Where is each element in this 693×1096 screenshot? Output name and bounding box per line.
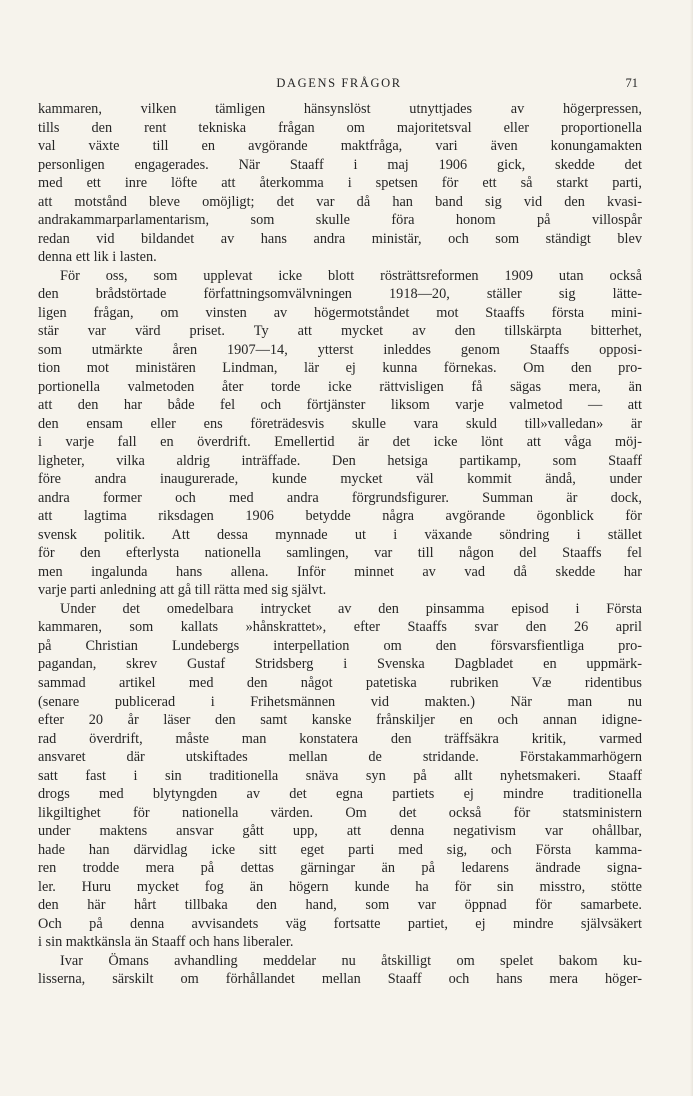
text-line: ansvaret där utskiftades mellan de stridande. Förstakammarhögern	[38, 749, 642, 766]
text-line: tion mot ministären Lindman, lär ej kunna förnekas. Om den pro-	[38, 360, 642, 377]
text-line: den ensam eller ens företrädesvis skulle vara skuld till»valledan» är	[38, 415, 642, 432]
text-line: hade han därvidlag icke sitt eget parti med sig, och Första kamma-	[38, 841, 642, 858]
text-line: stär var värd priset. Ty att mycket av den tillskärpta bitterhet,	[38, 323, 642, 340]
running-title: DAGENS FRÅGOR	[276, 76, 402, 90]
text-line: ligen frågan, om vinsten av högermotståndet mot Staaffs första mini-	[38, 304, 642, 321]
text-line: varje parti anledning att gå till rätta med sig självt.	[38, 582, 327, 599]
text-line: men ingalunda hans allena. Inför minnet av vad då skedde har	[38, 563, 642, 580]
text-line: tills den rent tekniska frågan om majoritetsval eller proportionella	[38, 119, 642, 136]
text-line: ler. Huru mycket fog än högern kunde ha för sin misstro, stötte	[38, 878, 642, 895]
text-line: andrakammarparlamentarism, som skulle föra honom på villospår	[38, 212, 642, 229]
text-line: Och på denna avvisandets väg fortsatte partiet, ej mindre självsäkert	[38, 915, 642, 932]
text-line: i sin maktkänsla än Staaff och hans liberaler.	[38, 934, 294, 951]
text-line: kammaren, som kallats »hånskrattet», efter Staaffs svar den 26 april	[38, 619, 642, 636]
text-line: portionella valmetoden åter torde icke rättvisligen få sägas mera, än	[38, 378, 642, 395]
text-line: lisserna, särskilt om förhållandet mellan Staaff och hans mera höger-	[38, 971, 642, 988]
text-line: att lagtima riksdagen 1906 betydde några avgörande ögonblick för	[38, 508, 642, 525]
text-line: denna ett lik i lasten.	[38, 249, 157, 266]
text-line: personligen engagerades. När Staaff i maj 1906 gick, skedde det	[38, 156, 642, 173]
text-line: före andra inaugurerade, kunde mycket väl kommit ändå, under	[38, 471, 642, 488]
text-line: sammad artikel med den något patetiska rubriken Væ ridentibus	[38, 674, 642, 691]
text-line: efter 20 år läser den samt kanske frånskiljer en och annan idigne-	[38, 712, 642, 729]
text-line: den här hårt tillbaka den hand, som var öppnad för samarbete.	[38, 897, 642, 914]
text-line: (senare publicerad i Frihetsmännen vid makten.) När man nu	[38, 693, 642, 710]
text-line: rad överdrift, måste man konstatera den träffsäkra kritik, varmed	[38, 730, 642, 747]
text-line: ren trodde mera på dettas gärningar än på ledarens ändrade signa-	[38, 860, 642, 877]
text-line: andra former och med andra förgrundsfigurer. Summan är dock,	[38, 489, 642, 506]
text-line: för den efterlysta nationella samlingen, var till någon del Staaffs fel	[38, 545, 642, 562]
text-line: likgiltighet för nationella värden. Om det också för statsministern	[38, 804, 642, 821]
body-text	[38, 100, 642, 989]
text-line: i varje fall en överdrift. Emellertid är det icke lönt att våga möj-	[38, 434, 642, 451]
paragraph-first-line: Under det omedelbara intrycket av den pinsamma episod i Första	[60, 600, 642, 617]
text-line: svensk politik. Att dessa mynnade ut i växande söndring i stället	[38, 526, 642, 543]
text-line: på Christian Lundebergs interpellation om den försvarsfientliga pro-	[38, 637, 642, 654]
text-line: kammaren, vilken tämligen hänsynslöst utnyttjades av högerpressen,	[38, 101, 642, 117]
text-line: med ett inre löfte att återkomma i spetsen för ett så starkt parti,	[38, 175, 642, 192]
text-line: ligheter, vilka aldrig inträffade. Den hetsiga partikamp, som Staaff	[38, 452, 642, 469]
text-line: under maktens ansvar gått upp, att denna negativism var ohållbar,	[38, 823, 642, 840]
text-line: satt fast i sin traditionella snäva syn på allt nyhetsmakeri. Staaff	[38, 767, 642, 784]
text-line: som utmärkte åren 1907—14, ytterst inleddes genom Staaffs opposi-	[38, 341, 642, 358]
text-line: val växte till en avgörande maktfråga, vari även konungamakten	[38, 138, 642, 155]
page-number: 71	[625, 76, 638, 90]
text-line: den brådstörtade författningsomvälvningen 1918—20, ställer sig lätte-	[38, 286, 642, 303]
text-line: pagandan, skrev Gustaf Stridsberg i Svenska Dagbladet en uppmärk-	[38, 656, 642, 673]
text-line: att motstånd bleve omöjligt; det var då han band sig vid den kvasi-	[38, 193, 642, 210]
text-line: att den har både fel och förtjänster liksom varje valmetod — att	[38, 397, 642, 414]
paragraph-first-line: För oss, som upplevat icke blott rösträttsreformen 1909 utan också	[60, 267, 642, 284]
paragraph-first-line: Ivar Ömans avhandling meddelar nu åtskilligt om spelet bakom ku-	[60, 952, 642, 969]
page-header	[40, 76, 638, 94]
text-line: drogs med blytyngden av det egna partiets ej mindre traditionella	[38, 786, 642, 803]
text-line: redan vid bildandet av hans andra ministär, och som ständigt blev	[38, 230, 642, 247]
